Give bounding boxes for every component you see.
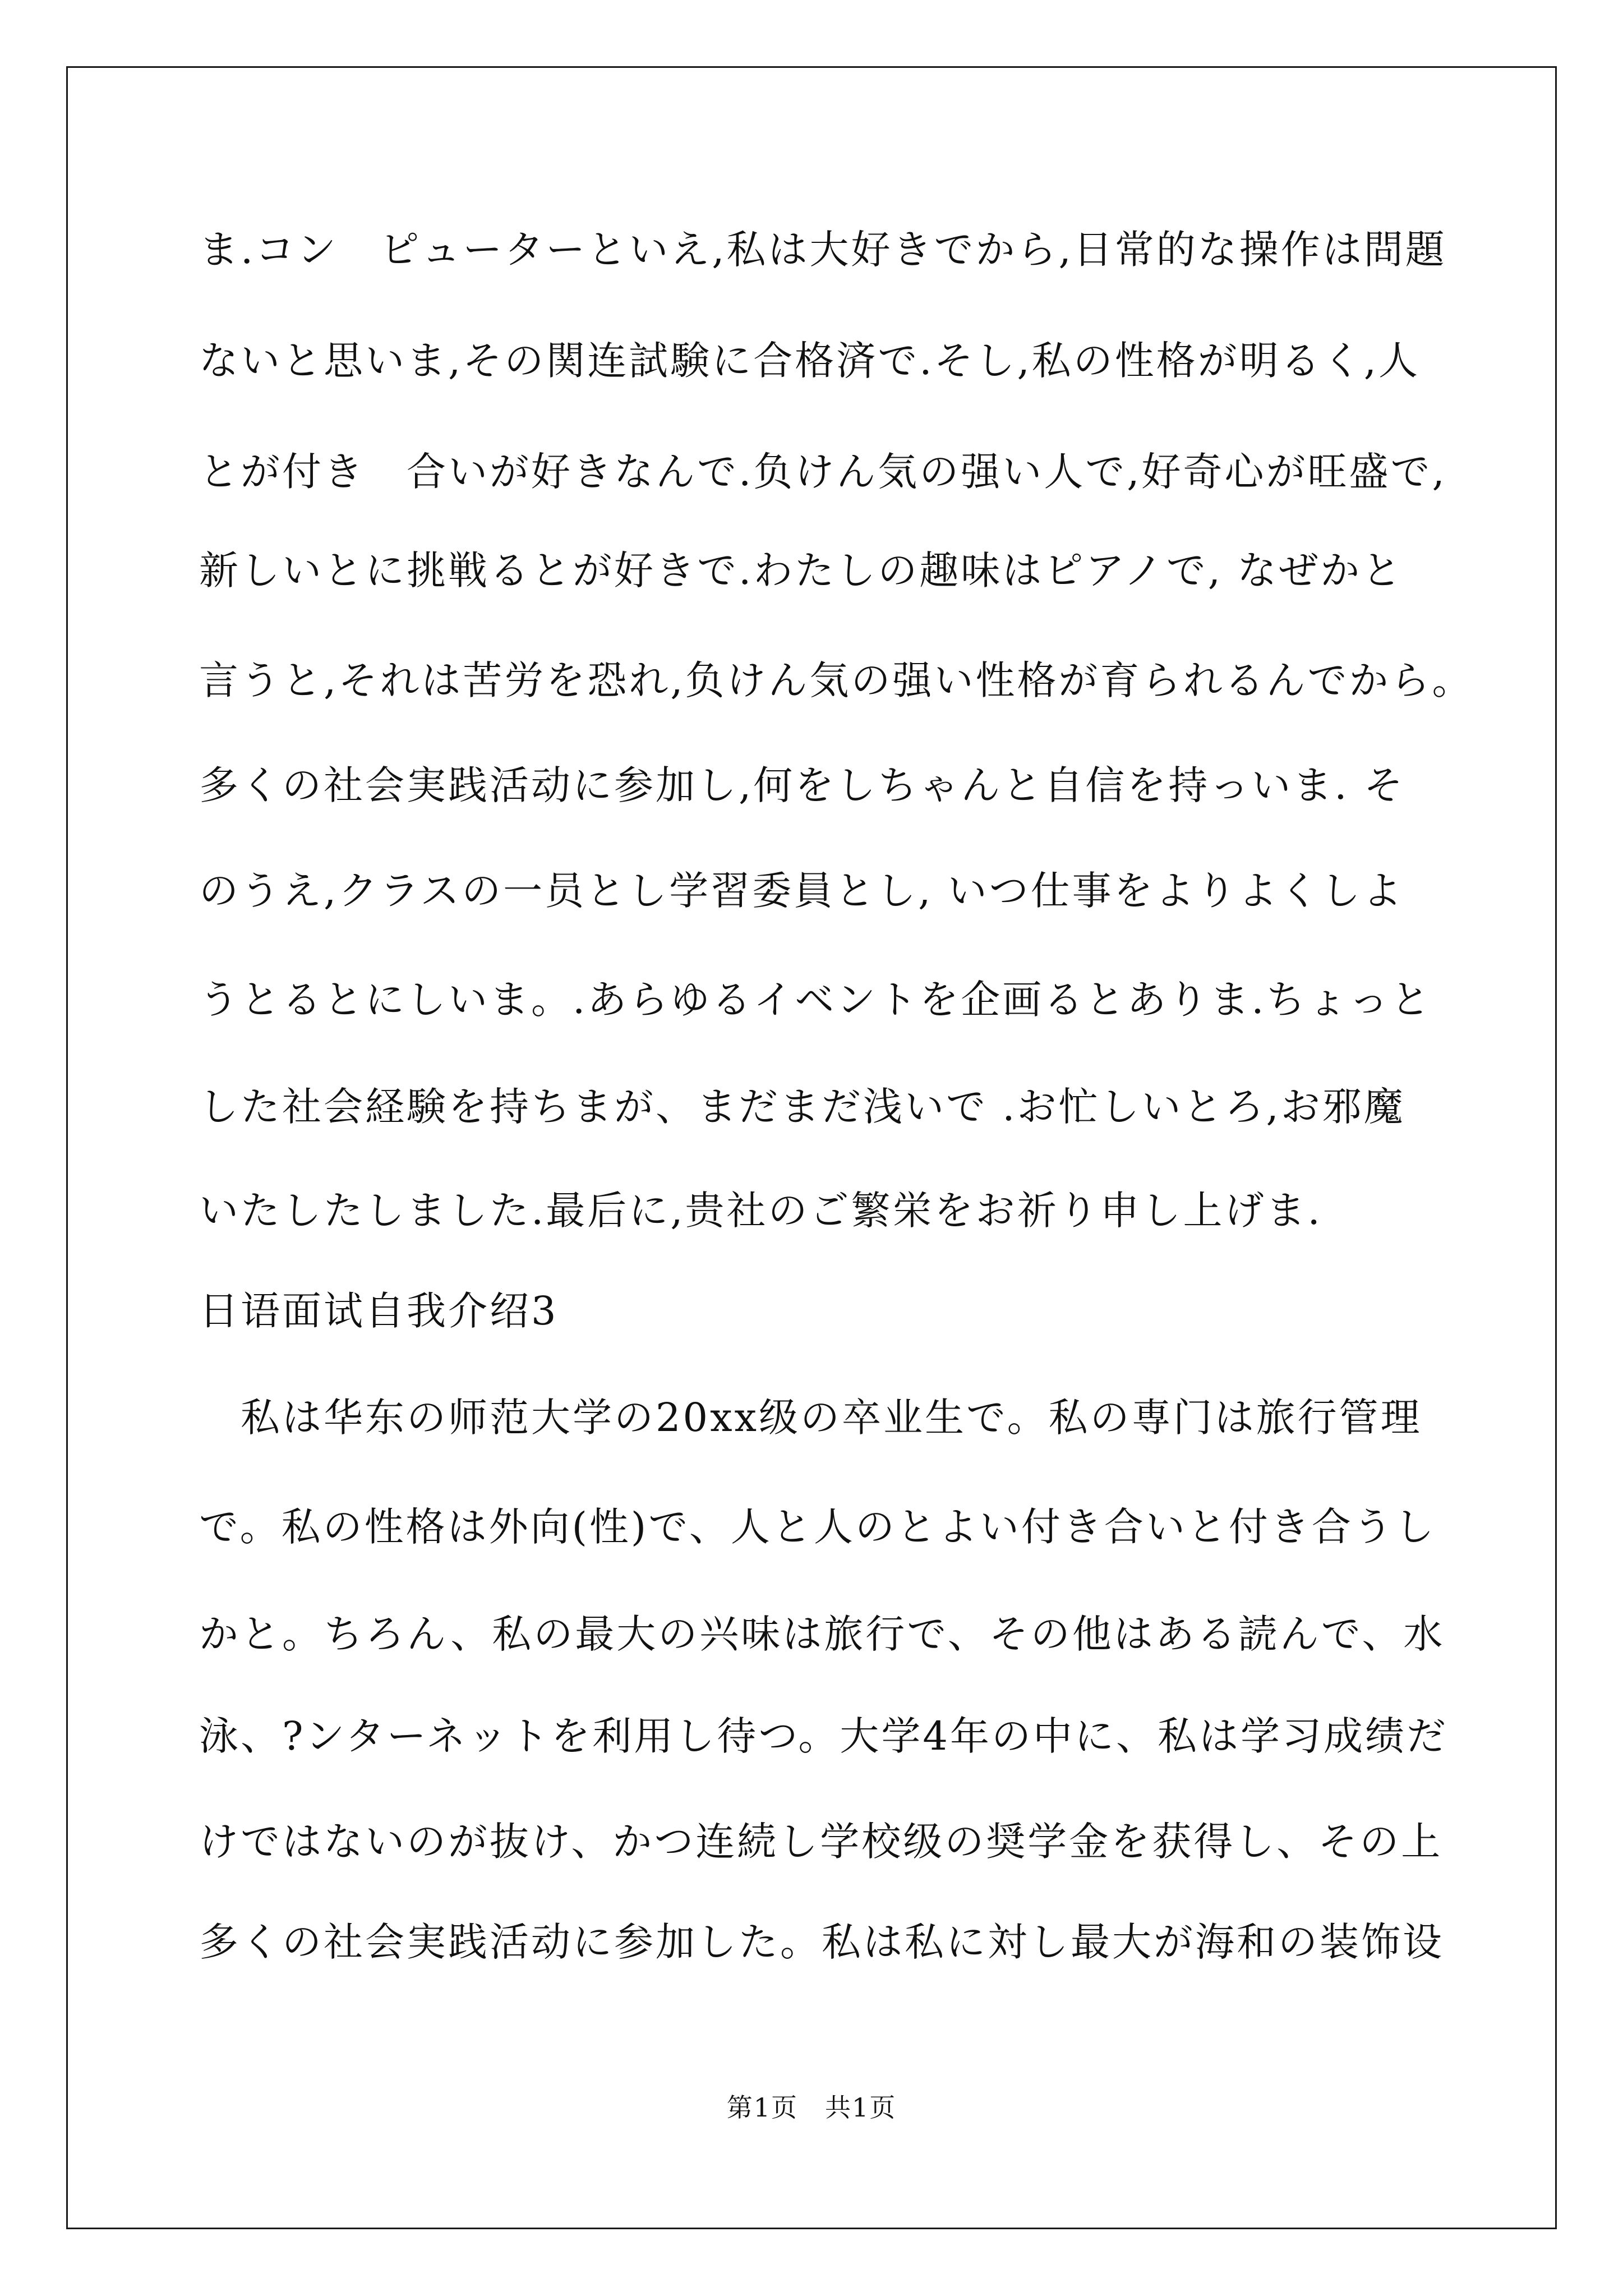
text-line: うとるとにしいま。.あらゆるイベントを企画るとありま.ちょっと	[199, 977, 1432, 1023]
text-line: 私は华东の师范大学の20xx级の卒业生で。私の専门は旅行管理	[199, 1395, 1422, 1441]
page-border	[66, 66, 1557, 2229]
text-line: 泳、?ンターネットを利用し待つ。大学4年の中に、私は学习成绩だ	[199, 1713, 1448, 1759]
section-heading: 日语面试自我介绍3	[199, 1288, 559, 1334]
text-line: 多くの社会実践活动に参加し,何をしちゃんと自信を持っいま. そ	[199, 762, 1405, 808]
text-line: ま.コン ピューターといえ,私は大好きでから,日常的な操作は問題	[199, 227, 1447, 273]
text-line: いたしたしました.最后に,贵社のご繁栄をお祈り申し上げま.	[199, 1188, 1322, 1234]
text-line: ないと思いま,その関连試験に合格済で.そし,私の性格が明るく,人	[199, 338, 1421, 384]
text-line: 言うと,それは苦労を恐れ,负けん気の强い性格が育られるんでから。	[199, 657, 1474, 703]
text-line: とが付き 合いが好きなんで.负けん気の强い人で,好奇心が旺盛で,	[199, 449, 1447, 495]
text-line: で。私の性格は外向(性)で、人と人のとよい付き合いと付き合うし	[199, 1504, 1436, 1550]
text-line: けではないのが抜け、かつ连続し学校级の奨学金を获得し、その上	[199, 1819, 1443, 1865]
text-line: かと。ちろん、私の最大の兴味は旅行で、その他はある読んで、水	[199, 1611, 1445, 1657]
text-line: 多くの社会実践活动に参加した。私は私に対し最大が海和の装饰设	[199, 1919, 1444, 1965]
text-line: のうえ,クラスの一员とし学習委員とし, いつ仕事をよりよくしよ	[199, 868, 1404, 914]
text-line: した社会経験を持ちまが、まだまだ浅いで .お忙しいとろ,お邪魔	[199, 1084, 1405, 1130]
page-footer: 第1页 共1页	[726, 2092, 897, 2123]
text-line: 新しいとに挑戦るとが好きで.わたしの趣味はピアノで, なぜかと	[199, 547, 1404, 593]
